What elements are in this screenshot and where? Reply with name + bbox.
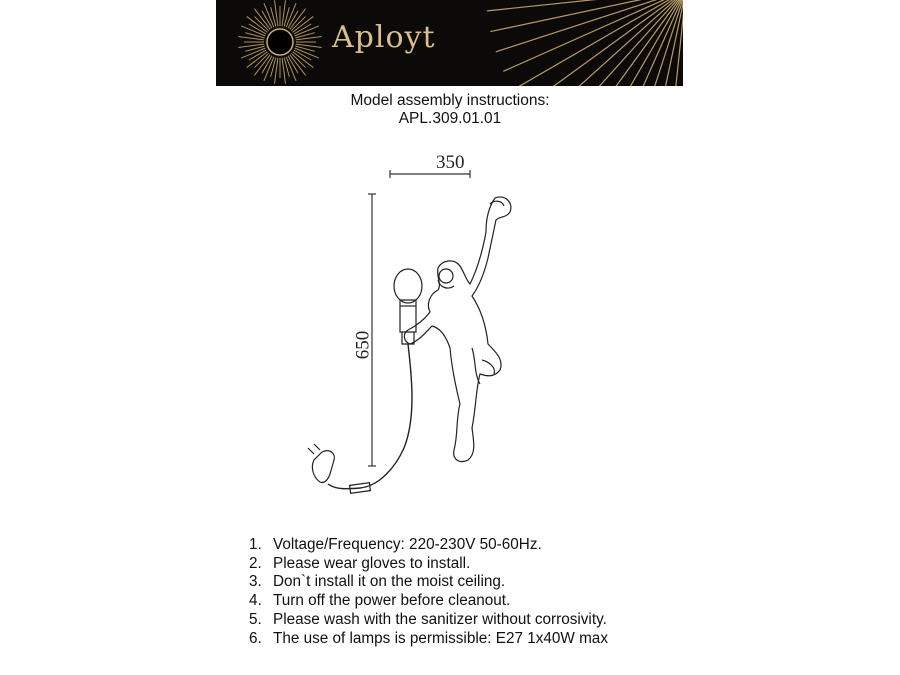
item-text: The use of lamps is permissible: E27 1x40W max [273, 629, 608, 647]
monkey-lamp-drawing [290, 148, 550, 508]
item-number: 6. [249, 629, 262, 647]
item-number: 2. [249, 554, 262, 572]
height-dimension: 650 [352, 330, 374, 360]
item-text: Don`t install it on the moist ceiling. [273, 573, 506, 591]
brand-logo: Aployt [332, 20, 436, 55]
list-item [249, 573, 608, 592]
instruction-list [249, 536, 608, 648]
sunburst-decoration [216, 0, 683, 86]
list-item [249, 536, 608, 555]
width-dimension: 350 [436, 152, 465, 173]
item-number: 5. [249, 610, 262, 628]
list-item [249, 611, 608, 630]
model-code: APL.309.01.01 [398, 110, 502, 127]
item-text: Turn off the power before cleanout. [273, 592, 511, 610]
list-item [249, 592, 608, 611]
item-number: 3. [249, 573, 262, 591]
item-text: Voltage/Frequency: 220-230V 50-60Hz. [273, 536, 542, 553]
list-item [249, 630, 608, 649]
brand-banner [216, 0, 683, 86]
item-number: 4. [249, 592, 262, 610]
item-number: 1. [249, 536, 262, 553]
page-title: Model assembly instructions: [350, 92, 550, 109]
item-text: Please wash with the sanitizer without corrosivity. [273, 610, 607, 628]
item-text: Please wear gloves to install. [273, 554, 471, 572]
list-item [249, 555, 608, 574]
